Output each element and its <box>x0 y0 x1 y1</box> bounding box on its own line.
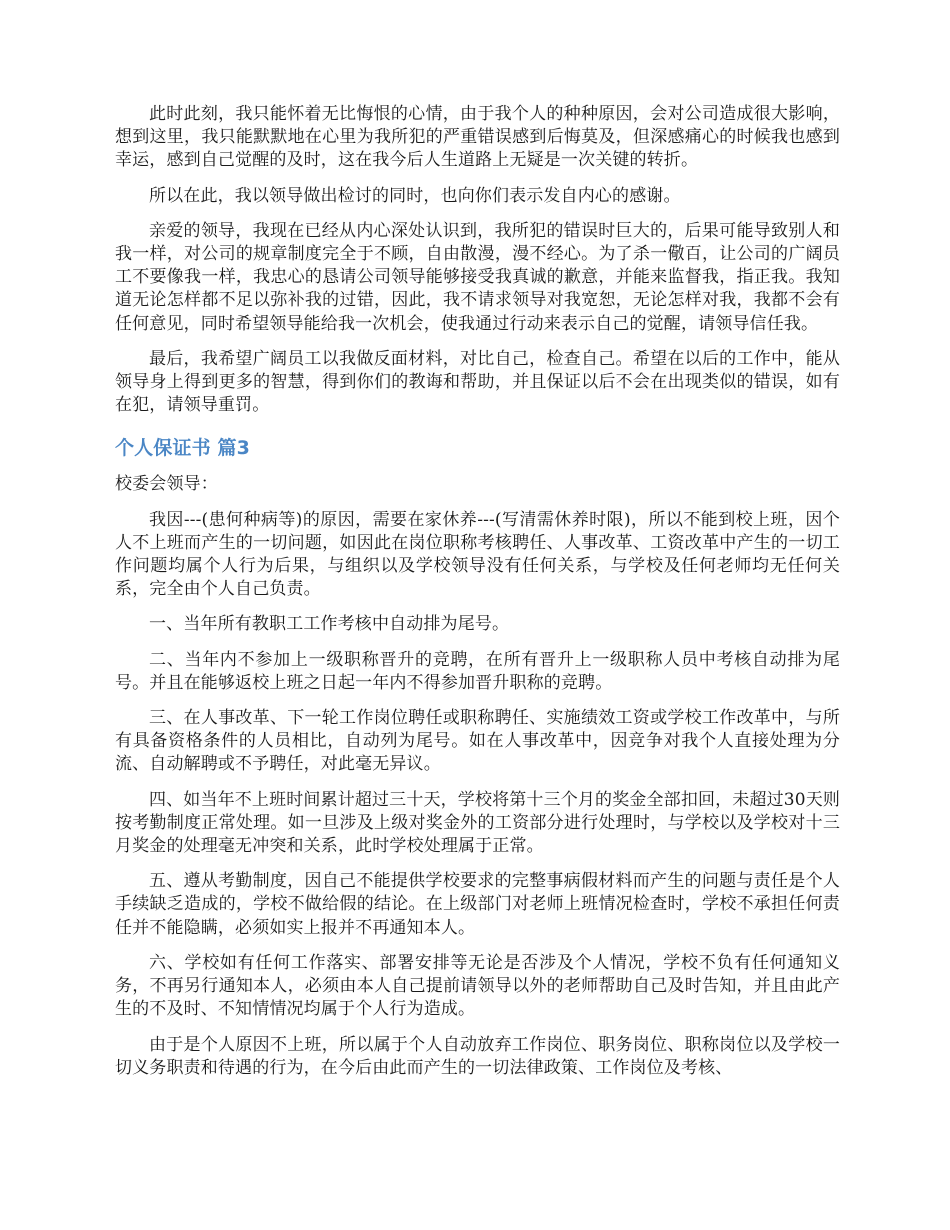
paragraph: 此时此刻，我只能怀着无比悔恨的心情，由于我个人的种种原因，会对公司造成很大影响，想到这里，我只能默默地在心里为我所犯的严重错误感到后悔莫及，但深感痛心的时候我也感到幸运，感到自己觉醒的及时，这在我今后人生道路上无疑是一次关键的转折。 <box>115 104 840 171</box>
paragraph: 一、当年所有教职工工作考核中自动排为尾号。 <box>149 614 510 635</box>
paragraph: 由于是个人原因不上班，所以属于个人自动放弃工作岗位、职务岗位、职称岗位以及学校一切义务职责和待遇的行为，在今后由此而产生的一切法律政策、工作岗位及考核、 <box>115 1034 840 1078</box>
paragraph: 四、如当年不上班时间累计超过三十天，学校将第十三个月的奖金全部扣回，未超过30天则按考勤制度正常处理。如一旦涉及上级对奖金外的工资部分进行处理时，与学校以及学校对十三月奖金的处理毫无冲突和关系，此时学校处理属于正常。 <box>115 789 840 857</box>
paragraph: 我因---(患何种病等)的原因，需要在家休养---(写清需休养时限)，所以不能到校上班，因个人不上班而产生的一切问题，如因此在岗位职称考核聘任、人事改革、工资改革中产生的一切工作问题均属个人行为后果，与组织以及学校领导没有任何关系，与学校及任何老师均无任何关系，完全由个人自己负责。 <box>115 509 840 600</box>
paragraph: 最后，我希望广阔员工以我做反面材料，对比自己，检查自己。希望在以后的工作中，能从领导身上得到更多的智慧，得到你们的教诲和帮助，并且保证以后不会在出现类似的错误，如有在犯，请领导重罚。 <box>115 348 840 416</box>
paragraph: 三、在人事改革、下一轮工作岗位聘任或职称聘任、实施绩效工资或学校工作改革中，与所有具备资格条件的人员相比，自动列为尾号。如在人事改革中，因竞争对我个人直接处理为分流、自动解聘或不予聘任，对此毫无异议。 <box>115 708 840 775</box>
paragraph: 所以在此，我以领导做出检讨的同时，也向你们表示发自内心的感谢。 <box>149 185 681 206</box>
salutation: 校委会领导： <box>115 474 218 495</box>
paragraph: 亲爱的领导，我现在已经从内心深处认识到，我所犯的错误时巨大的，后果可能导致别人和我一样，对公司的规章制度完全于不顾，自由散漫，漫不经心。为了杀一儆百，让公司的广阔员工不要像我一样，我忠心的恳请公司领导能够接受我真诚的歉意，并能来监督我，指正我。我知道无论怎样都不足以弥补我的过错，因此，我不请求领导对我宽恕，无论怎样对我，我都不会有任何意见，同时希望领导能给我一次机会，使我通过行动来表示自己的觉醒，请领导信任我。 <box>115 220 840 334</box>
paragraph: 五、遵从考勤制度，因自己不能提供学校要求的完整事病假材料而产生的问题与责任是个人手续缺乏造成的，学校不做给假的结论。在上级部门对老师上班情况检查时，学校不承担任何责任并不能隐瞒，必须如实上报并不再通知本人。 <box>115 871 840 938</box>
document-page <box>115 103 840 1092</box>
paragraph: 二、当年内不参加上一级职称晋升的竞聘，在所有晋升上一级职称人员中考核自动排为尾号。并且在能够返校上班之日起一年内不得参加晋升职称的竞聘。 <box>115 649 840 693</box>
paragraph: 六、学校如有任何工作落实、部署安排等无论是否涉及个人情况，学校不负有任何通知义务，不再另行通知本人，必须由本人自己提前请领导以外的老师帮助自己及时告知，并且由此产生的不及时、不知情情况均属于个人行为造成。 <box>115 952 840 1020</box>
section-heading: 个人保证书 篇3 <box>115 437 251 460</box>
